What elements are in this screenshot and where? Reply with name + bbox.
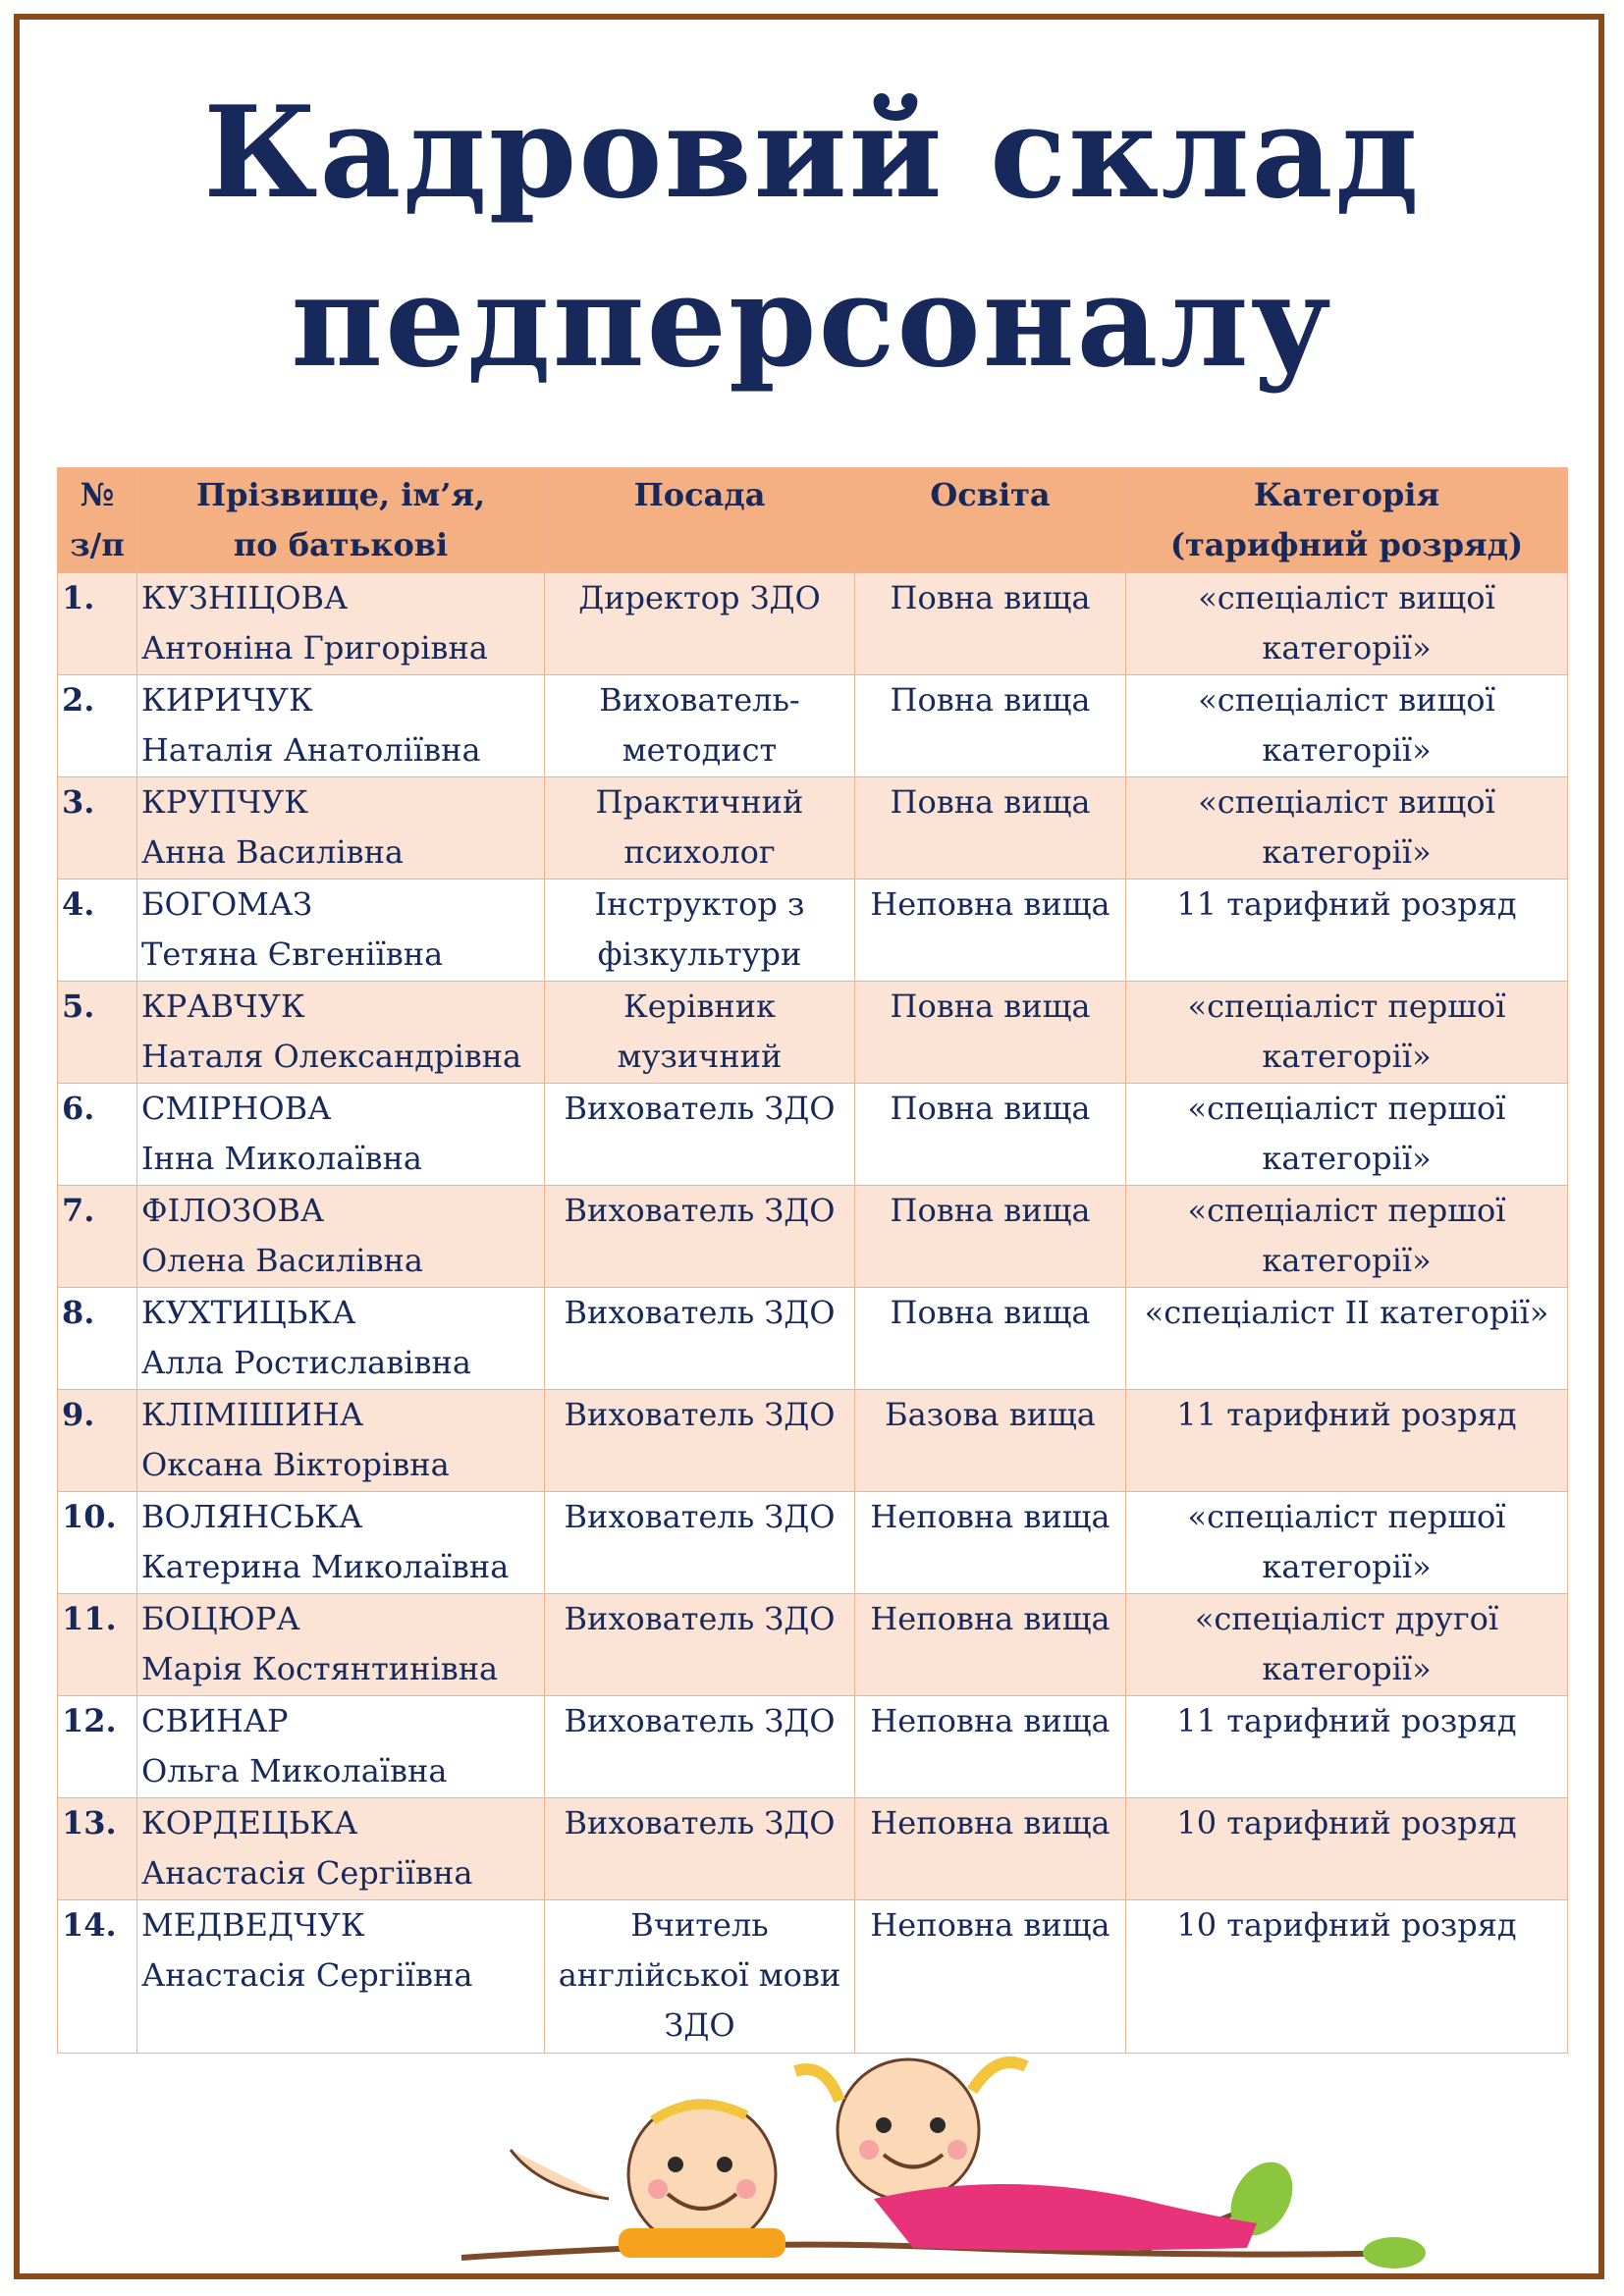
- row-surname: КУЗНІЦОВА: [141, 579, 349, 616]
- row-category: [1126, 1186, 1568, 1288]
- row-full-name: [137, 982, 545, 1084]
- row-position: [545, 1084, 855, 1186]
- row-category: [1126, 675, 1568, 777]
- row-surname: КУХТИЦЬКА: [141, 1294, 356, 1331]
- row-given: Оксана Вікторівна: [141, 1446, 450, 1483]
- row-education: Повна вища: [855, 573, 1126, 675]
- row-education: Повна вища: [855, 777, 1126, 880]
- row-category-line: 10 тарифний розряд: [1176, 1804, 1517, 1842]
- row-full-name: [137, 880, 545, 982]
- row-surname: КЛІМІШИНА: [141, 1396, 364, 1433]
- row-full-name: [137, 573, 545, 675]
- table-row: [58, 1288, 1568, 1390]
- row-education: Неповна вища: [855, 1696, 1126, 1798]
- row-category: [1126, 880, 1568, 982]
- row-category: [1126, 1696, 1568, 1798]
- table-row: [58, 1492, 1568, 1594]
- table-header-row: [58, 468, 1568, 573]
- row-category-line: «спеціаліст першої: [1187, 1498, 1506, 1535]
- row-given: Інна Миколаївна: [141, 1140, 422, 1177]
- staff-table: [57, 467, 1568, 2054]
- row-given: Анастасія Сергіївна: [141, 1854, 473, 1892]
- row-position: [545, 573, 855, 675]
- row-position-line: методист: [622, 731, 778, 769]
- row-category-line: категорії»: [1262, 1242, 1432, 1279]
- row-position: [545, 880, 855, 982]
- row-number: 6.: [58, 1084, 137, 1186]
- row-category: [1126, 982, 1568, 1084]
- row-number: 2.: [58, 675, 137, 777]
- title-line-1: Кадровий склад: [203, 80, 1421, 227]
- row-full-name: [137, 1696, 545, 1798]
- row-number: 9.: [58, 1390, 137, 1492]
- row-category-line: 11 тарифний розряд: [1176, 1396, 1517, 1433]
- table-row: [58, 1594, 1568, 1696]
- row-given: Тетяна Євгеніївна: [141, 935, 444, 973]
- row-position: [545, 1288, 855, 1390]
- row-given: Марія Костянтинівна: [141, 1650, 499, 1687]
- row-position-line: Вихователь ЗДО: [564, 1804, 836, 1842]
- row-given: Ольга Миколаївна: [141, 1752, 448, 1789]
- row-position-line: Вихователь ЗДО: [564, 1294, 836, 1331]
- row-position-line: Директор ЗДО: [578, 579, 821, 616]
- row-education: Повна вища: [855, 1084, 1126, 1186]
- row-education: Повна вища: [855, 1288, 1126, 1390]
- row-position: [545, 982, 855, 1084]
- row-category: [1126, 1900, 1568, 2054]
- row-full-name: [137, 1594, 545, 1696]
- row-position-line: ЗДО: [664, 2006, 735, 2044]
- row-number: 8.: [58, 1288, 137, 1390]
- row-surname: СМІРНОВА: [141, 1090, 332, 1127]
- row-full-name: [137, 1084, 545, 1186]
- table-row: [58, 1186, 1568, 1288]
- row-education: Неповна вища: [855, 1900, 1126, 2054]
- table-row: [58, 1084, 1568, 1186]
- row-given: Анастасія Сергіївна: [141, 1956, 473, 1994]
- row-position: [545, 1492, 855, 1594]
- row-category: [1126, 1798, 1568, 1900]
- row-surname: КРУПЧУК: [141, 783, 308, 821]
- row-category-line: «спеціаліст вищої: [1198, 681, 1495, 719]
- row-position-line: Вихователь ЗДО: [564, 1702, 836, 1739]
- row-category: [1126, 1288, 1568, 1390]
- row-position: [545, 1696, 855, 1798]
- row-full-name: [137, 1288, 545, 1390]
- row-category: [1126, 1594, 1568, 1696]
- row-category: [1126, 1390, 1568, 1492]
- row-category: [1126, 777, 1568, 880]
- row-number: 1.: [58, 573, 137, 675]
- row-full-name: [137, 1798, 545, 1900]
- row-category-line: категорії»: [1262, 833, 1432, 871]
- header-name: Прізвище, ім’я, по батькові: [137, 468, 545, 573]
- row-position: [545, 675, 855, 777]
- row-education: Повна вища: [855, 675, 1126, 777]
- table-row: [58, 573, 1568, 675]
- row-position-line: психолог: [623, 833, 776, 871]
- row-category-line: «спеціаліст першої: [1187, 1090, 1506, 1127]
- row-full-name: [137, 1390, 545, 1492]
- row-given: Наталія Анатоліївна: [141, 731, 481, 769]
- row-full-name: [137, 1492, 545, 1594]
- row-category-line: категорії»: [1262, 1650, 1432, 1687]
- row-education: Неповна вища: [855, 1798, 1126, 1900]
- row-given: Катерина Миколаївна: [141, 1548, 510, 1585]
- row-position-line: музичний: [617, 1038, 783, 1075]
- page-title: [0, 69, 1624, 406]
- row-category-line: «спеціаліст першої: [1187, 988, 1506, 1025]
- table-row: [58, 1798, 1568, 1900]
- row-position-line: англійської мови: [558, 1956, 841, 1994]
- row-education: Базова вища: [855, 1390, 1126, 1492]
- table-row: [58, 880, 1568, 982]
- row-surname: БОГОМАЗ: [141, 885, 313, 923]
- children-illustration-icon: [452, 2052, 1434, 2277]
- row-position: [545, 1390, 855, 1492]
- row-position-line: фізкультури: [597, 935, 802, 973]
- row-category-line: 11 тарифний розряд: [1176, 1702, 1517, 1739]
- header-num: № з/п: [58, 468, 137, 573]
- row-category-line: категорії»: [1262, 731, 1432, 769]
- row-full-name: [137, 777, 545, 880]
- row-category-line: «спеціаліст першої: [1187, 1192, 1506, 1229]
- row-category-line: категорії»: [1262, 1140, 1432, 1177]
- row-position-line: Вихователь ЗДО: [564, 1600, 836, 1637]
- row-given: Олена Василівна: [141, 1242, 423, 1279]
- row-position-line: Керівник: [623, 988, 777, 1025]
- row-category-line: категорії»: [1262, 629, 1432, 667]
- row-category-line: 11 тарифний розряд: [1176, 885, 1517, 923]
- row-education: Повна вища: [855, 1186, 1126, 1288]
- table-row: [58, 1696, 1568, 1798]
- row-surname: БОЦЮРА: [141, 1600, 300, 1637]
- row-full-name: [137, 1186, 545, 1288]
- row-surname: КРАВЧУК: [141, 988, 305, 1025]
- row-surname: ВОЛЯНСЬКА: [141, 1498, 363, 1535]
- row-number: 10.: [58, 1492, 137, 1594]
- row-category: [1126, 1084, 1568, 1186]
- row-position-line: Вихователь-: [599, 681, 800, 719]
- row-category: [1126, 1492, 1568, 1594]
- row-number: 13.: [58, 1798, 137, 1900]
- row-number: 12.: [58, 1696, 137, 1798]
- row-number: 14.: [58, 1900, 137, 2054]
- row-number: 5.: [58, 982, 137, 1084]
- row-position-line: Вихователь ЗДО: [564, 1192, 836, 1229]
- row-surname: КОРДЕЦЬКА: [141, 1804, 358, 1842]
- row-category: [1126, 573, 1568, 675]
- row-given: Анна Василівна: [141, 833, 404, 871]
- row-category-line: 10 тарифний розряд: [1176, 1906, 1517, 1944]
- row-position-line: Вихователь ЗДО: [564, 1090, 836, 1127]
- row-education: Неповна вища: [855, 1492, 1126, 1594]
- row-position: [545, 1186, 855, 1288]
- row-position-line: Вчитель: [630, 1906, 769, 1944]
- row-education: Неповна вища: [855, 1594, 1126, 1696]
- table-row: [58, 777, 1568, 880]
- header-position: Посада: [545, 468, 855, 573]
- row-surname: МЕДВЕДЧУК: [141, 1906, 365, 1944]
- row-full-name: [137, 1900, 545, 2054]
- row-given: Антоніна Григорівна: [141, 629, 488, 667]
- table-row: [58, 1390, 1568, 1492]
- row-position-line: Практичний: [595, 783, 804, 821]
- row-number: 3.: [58, 777, 137, 880]
- row-position-line: Вихователь ЗДО: [564, 1498, 836, 1535]
- row-number: 4.: [58, 880, 137, 982]
- row-category-line: «спеціаліст другої: [1194, 1600, 1499, 1637]
- row-number: 7.: [58, 1186, 137, 1288]
- row-education: Повна вища: [855, 982, 1126, 1084]
- row-surname: КИРИЧУК: [141, 681, 313, 719]
- row-position: [545, 777, 855, 880]
- row-position-line: Інструктор з: [594, 885, 805, 923]
- row-position: [545, 1900, 855, 2054]
- row-position: [545, 1594, 855, 1696]
- row-position-line: Вихователь ЗДО: [564, 1396, 836, 1433]
- row-given: Алла Ростиславівна: [141, 1344, 471, 1381]
- row-surname: ФІЛОЗОВА: [141, 1192, 325, 1229]
- row-category-line: категорії»: [1262, 1038, 1432, 1075]
- row-position: [545, 1798, 855, 1900]
- row-category-line: «спеціаліст вищої: [1198, 783, 1495, 821]
- row-number: 11.: [58, 1594, 137, 1696]
- row-category-line: категорії»: [1262, 1548, 1432, 1585]
- row-education: Неповна вища: [855, 880, 1126, 982]
- table-row: [58, 982, 1568, 1084]
- row-surname: СВИНАР: [141, 1702, 289, 1739]
- table-row: [58, 1900, 1568, 2054]
- table-row: [58, 675, 1568, 777]
- header-education: Освіта: [855, 468, 1126, 573]
- row-full-name: [137, 675, 545, 777]
- row-given: Наталя Олександрівна: [141, 1038, 522, 1075]
- row-category-line: «спеціаліст вищої: [1198, 579, 1495, 616]
- row-category-line: «спеціаліст ІІ категорії»: [1144, 1294, 1549, 1331]
- title-line-2: педперсоналу: [291, 248, 1333, 396]
- header-category: Категорія (тарифний розряд): [1126, 468, 1568, 573]
